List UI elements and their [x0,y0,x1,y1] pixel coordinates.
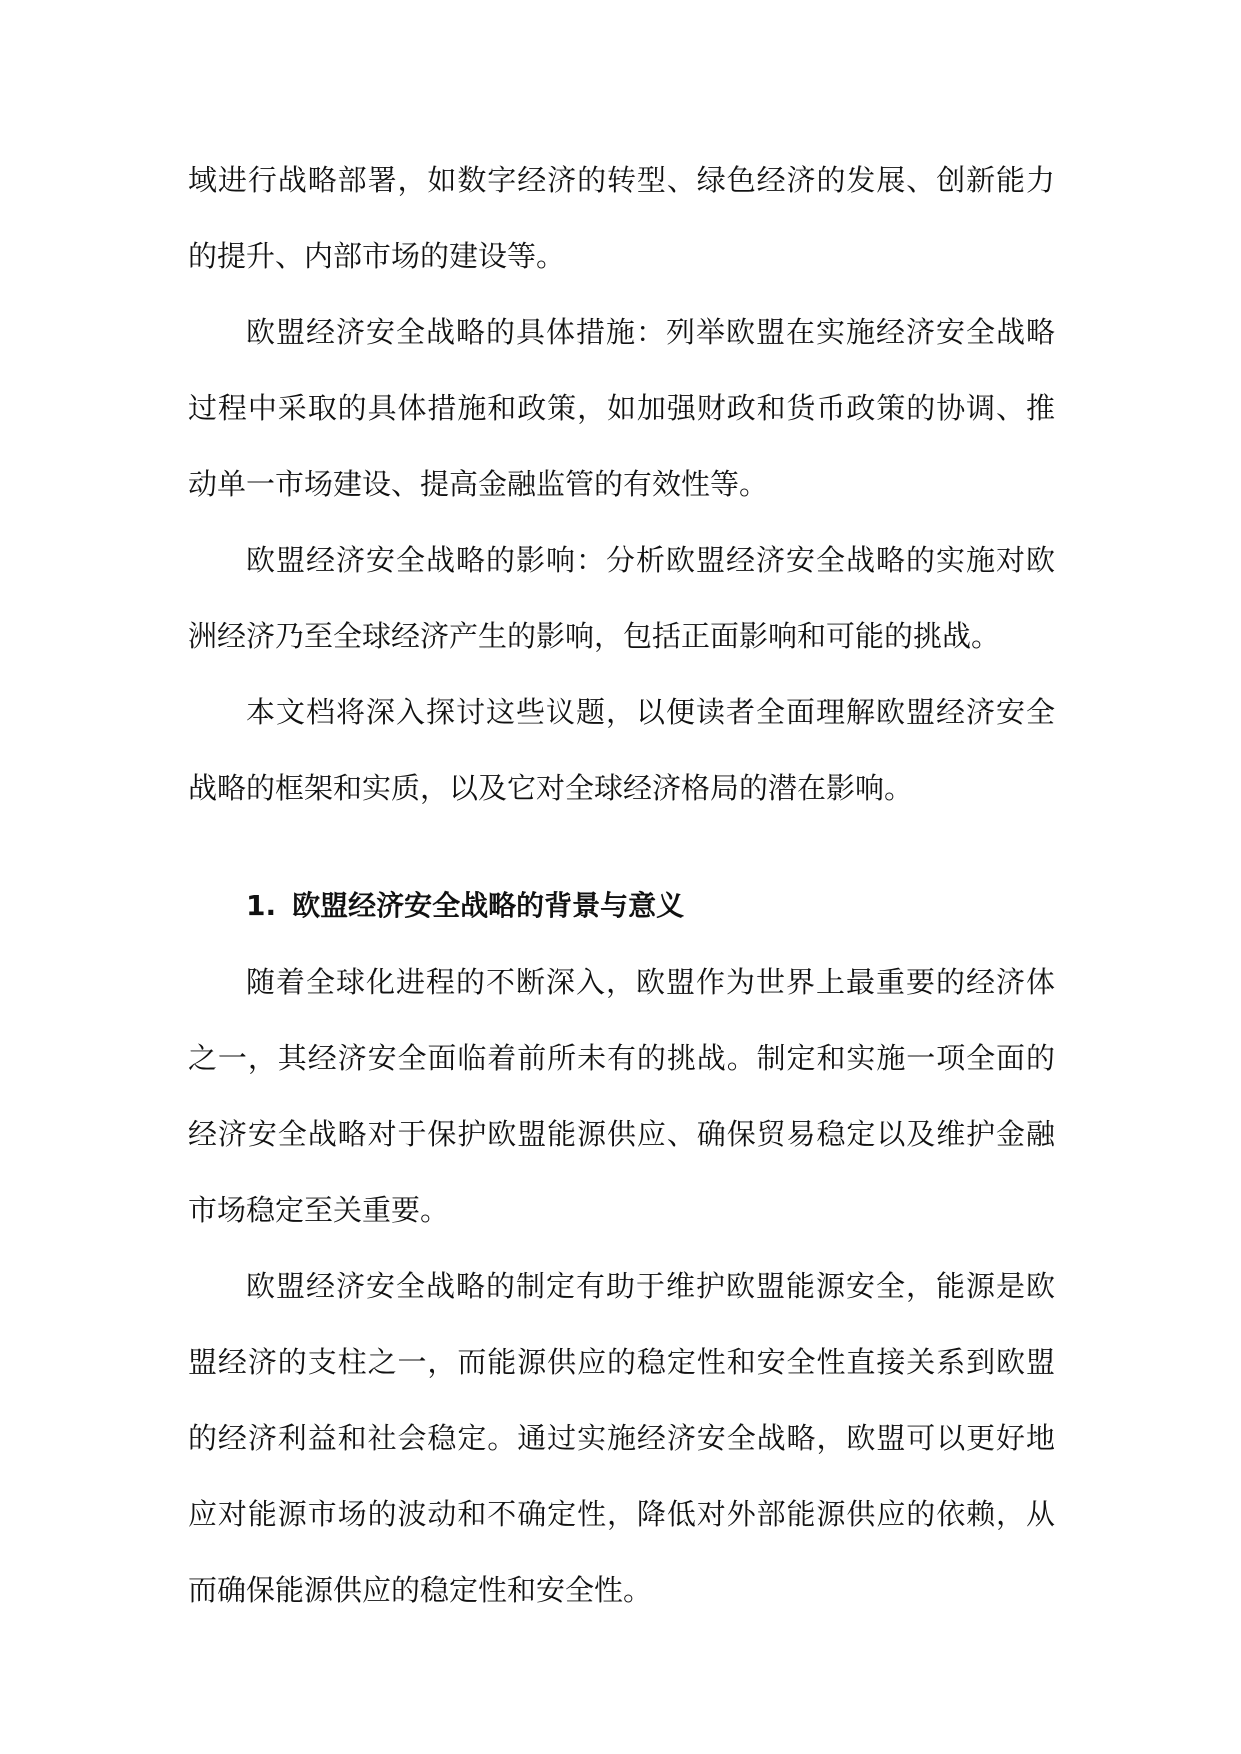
paragraph-summary: 本文档将深入探讨这些议题，以便读者全面理解欧盟经济安全战略的框架和实质，以及它对全球经济格局的潜在影响。 [188,695,1055,805]
paragraph-continuation: 域进行战略部署，如数字经济的转型、绿色经济的发展、创新能力的提升、内部市场的建设等。 [188,163,1055,273]
paragraph-measures: 欧盟经济安全战略的具体措施：列举欧盟在实施经济安全战略过程中采取的具体措施和政策，如加强财政和货币政策的协调、推动单一市场建设、提高金融监管的有效性等。 [188,315,1055,501]
section-title: 欧盟经济安全战略的背景与意义 [292,889,685,922]
paragraph-background: 随着全球化进程的不断深入，欧盟作为世界上最重要的经济体之一，其经济安全面临着前所未有的挑战。制定和实施一项全面的经济安全战略对于保护欧盟能源供应、确保贸易稳定以及维护金融市场稳定至关重要。 [188,965,1055,1227]
section-number: 1. [246,889,277,922]
document-body [188,142,1055,1628]
paragraph-energy-security: 欧盟经济安全战略的制定有助于维护欧盟能源安全，能源是欧盟经济的支柱之一，而能源供应的稳定性和安全性直接关系到欧盟的经济利益和社会稳定。通过实施经济安全战略，欧盟可以更好地应对能源市场的波动和不确定性，降低对外部能源供应的依赖，从而确保能源供应的稳定性和安全性。 [188,1269,1055,1607]
section-heading [188,868,1055,944]
paragraph-impact: 欧盟经济安全战略的影响：分析欧盟经济安全战略的实施对欧洲经济乃至全球经济产生的影响，包括正面影响和可能的挑战。 [188,543,1055,653]
